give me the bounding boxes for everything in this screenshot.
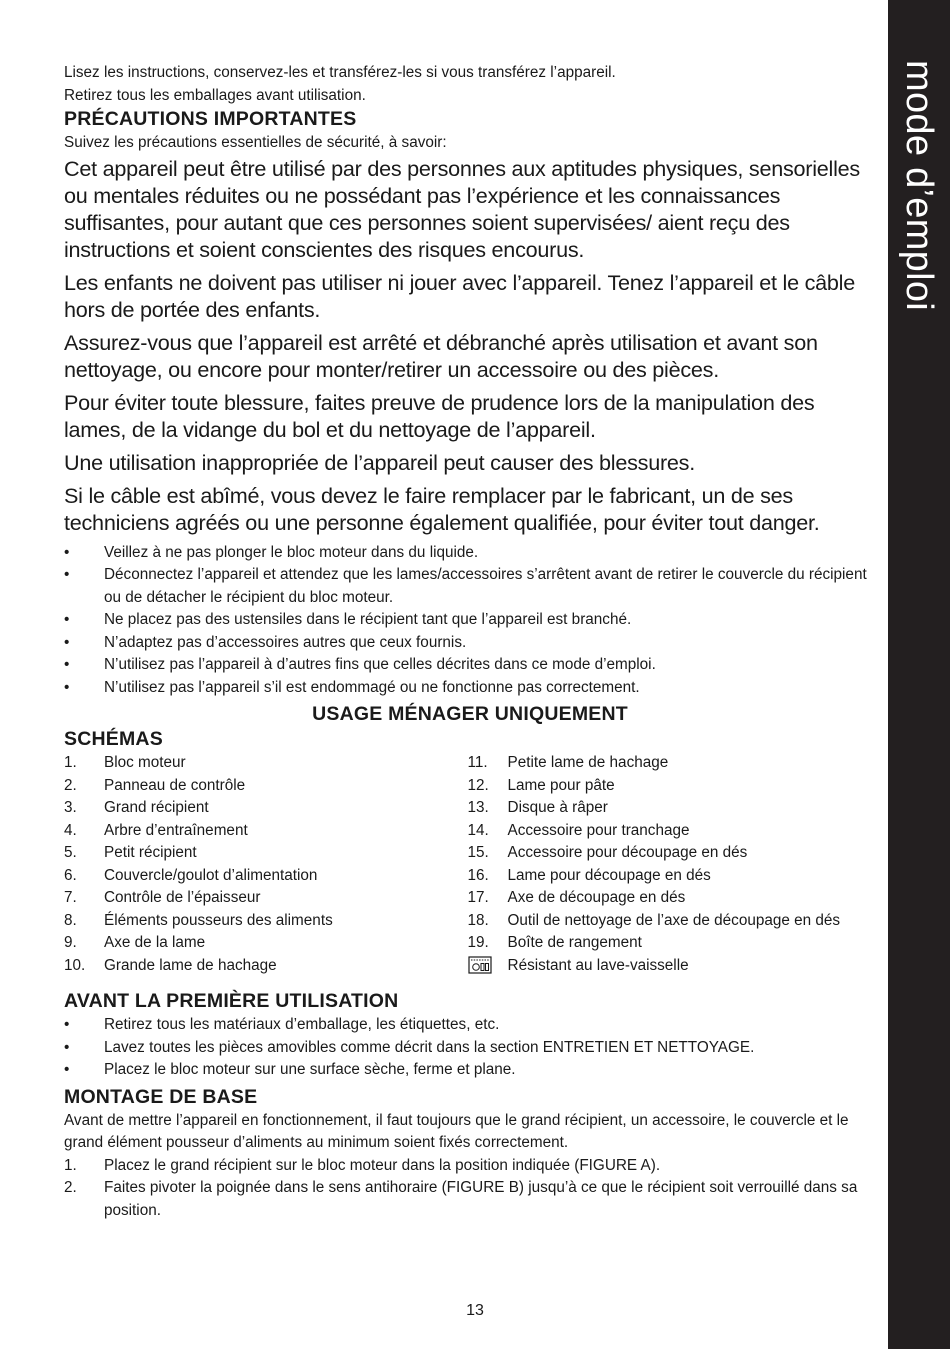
part-number: 12. xyxy=(467,776,489,794)
part-label: Contrôle de l’épaisseur xyxy=(104,889,261,906)
part-item xyxy=(64,842,468,865)
part-number: 18. xyxy=(467,911,489,929)
parts-list-left xyxy=(64,752,468,977)
part-label: Grande lame de hachage xyxy=(104,956,277,974)
dishwasher-safe-item xyxy=(468,955,876,978)
part-item xyxy=(64,910,468,933)
bullet-marker: • xyxy=(64,633,70,651)
part-number: 2. xyxy=(64,776,77,794)
bullet-marker: • xyxy=(64,611,70,628)
safety-paragraph: Pour éviter toute blessure, faites preuve de prudence lors de la manipulation des lames, de la vidange du bol et du nettoyage de l’appareil. xyxy=(64,389,815,442)
part-label: Petite lame de hachage xyxy=(507,754,669,771)
part-item xyxy=(468,797,876,820)
list-item-text: Lavez toutes les pièces amovibles comme décrit dans la section ENTRETIEN ET NETTOYAGE. xyxy=(104,1038,755,1056)
part-item xyxy=(64,887,468,910)
list-item xyxy=(64,1014,876,1037)
part-number: 3. xyxy=(64,799,77,816)
part-label: Accessoire pour tranchage xyxy=(507,821,690,839)
part-label: Bloc moteur xyxy=(104,754,186,771)
part-number: 8. xyxy=(64,911,77,929)
schemas-heading: SCHÉMAS xyxy=(64,728,163,750)
list-item xyxy=(64,654,876,677)
step-number: 1. xyxy=(64,1156,77,1174)
part-item xyxy=(468,932,876,955)
part-number: 1. xyxy=(64,754,77,771)
part-label: Axe de découpage en dés xyxy=(507,889,686,906)
safety-paragraph: Cet appareil peut être utilisé par des personnes aux aptitudes physiques, sensorielles ou mentales réduites ou ne possédant pas l’expérience et les connaissances suffisantes, pour autant que ces personnes soient supervisées/ aient reçu des instructions et soient conscientes des risques encourus. xyxy=(64,155,860,262)
part-label: Accessoire pour découpage en dés xyxy=(507,844,748,861)
page-number: 13 xyxy=(466,1302,484,1319)
part-item xyxy=(64,820,468,843)
part-number: 15. xyxy=(467,844,489,861)
intro-line-1: Lisez les instructions, conservez-les et transférez-les si vous transférez l’appareil. xyxy=(64,64,616,81)
part-item xyxy=(468,865,876,888)
part-item xyxy=(64,797,468,820)
part-label: Couvercle/goulot d’alimentation xyxy=(104,866,318,884)
safety-paragraph: Une utilisation inappropriée de l’appareil peut causer des blessures. xyxy=(64,449,695,475)
step-text: Placez le grand récipient sur le bloc moteur dans la position indiquée (FIGURE A). xyxy=(104,1156,661,1174)
side-tab xyxy=(888,0,950,1349)
part-label: Petit récipient xyxy=(104,844,197,861)
part-item xyxy=(64,775,468,798)
step-number: 2. xyxy=(64,1179,77,1196)
bullet-marker: • xyxy=(64,543,70,561)
assembly-intro: Avant de mettre l’appareil en fonctionnement, il faut toujours que le grand récipient, un accessoire, le couvercle et le grand élément pousseur d’aliments au minimum soient fixés correctement. xyxy=(64,1111,849,1151)
part-number: 16. xyxy=(467,866,489,884)
list-item xyxy=(64,564,876,609)
part-number: 13. xyxy=(467,799,489,816)
part-item xyxy=(64,932,468,955)
part-item xyxy=(64,752,468,775)
step-text: Faites pivoter la poignée dans le sens antihoraire (FIGURE B) jusqu’à ce que le récipient soit verrouillé dans sa position. xyxy=(104,1179,858,1219)
part-label: Boîte de rangement xyxy=(507,934,642,951)
before-first-use-heading: AVANT LA PREMIÈRE UTILISATION xyxy=(64,990,399,1012)
part-item xyxy=(64,955,468,978)
list-item-text: Retirez tous les matériaux d’emballage, les étiquettes, etc. xyxy=(104,1016,500,1033)
list-item xyxy=(64,677,876,700)
part-item xyxy=(468,775,876,798)
part-item xyxy=(64,865,468,888)
intro-line-2: Retirez tous les emballages avant utilisation. xyxy=(64,86,366,104)
part-label: Lame pour pâte xyxy=(507,776,615,794)
precautions-bullet-list xyxy=(64,542,876,700)
bullet-marker: • xyxy=(64,656,70,673)
part-label: Axe de la lame xyxy=(104,934,206,951)
precautions-subheading: Suivez les précautions essentielles de sécurité, à savoir: xyxy=(64,134,447,151)
parts-list xyxy=(64,752,876,977)
bullet-marker: • xyxy=(64,1061,70,1078)
list-item-text: Ne placez pas des ustensiles dans le récipient tant que l’appareil est branché. xyxy=(104,611,632,628)
assembly-heading: MONTAGE DE BASE xyxy=(64,1085,258,1108)
part-item xyxy=(468,752,876,775)
part-number: 11. xyxy=(467,754,488,771)
bullet-marker: • xyxy=(64,566,70,583)
part-label: Arbre d’entraînement xyxy=(104,821,248,839)
part-number: 9. xyxy=(64,934,77,951)
part-item xyxy=(468,842,876,865)
list-item-text: N’utilisez pas l’appareil s’il est endommagé ou ne fonctionne pas correctement. xyxy=(104,678,640,696)
bullet-marker: • xyxy=(64,1038,70,1056)
bullet-marker: • xyxy=(64,678,70,696)
list-item xyxy=(64,609,876,632)
safety-paragraph: Si le câble est abîmé, vous devez le faire remplacer par le fabricant, un de ses techniciens agréés ou une personne également qualifiée, pour éviter tout danger. xyxy=(64,482,820,535)
part-number: 19. xyxy=(467,934,489,951)
part-number: 17. xyxy=(467,889,489,906)
part-label: Éléments pousseurs des aliments xyxy=(104,911,333,929)
part-item xyxy=(468,887,876,910)
part-label: Disque à râper xyxy=(507,799,608,816)
household-use-heading: USAGE MÉNAGER UNIQUEMENT xyxy=(312,703,628,725)
part-label: Grand récipient xyxy=(104,799,209,816)
part-label: Lame pour découpage en dés xyxy=(507,866,711,884)
safety-paragraph: Assurez-vous que l’appareil est arrêté et débranché après utilisation et avant son nettoyage, ou encore pour monter/retirer un accessoire ou des pièces. xyxy=(64,329,818,382)
list-item-text: N’utilisez pas l’appareil à d’autres fins que celles décrites dans ce mode d’emploi. xyxy=(104,656,656,673)
part-number: 5. xyxy=(64,844,77,861)
part-number: 10. xyxy=(64,956,86,974)
bullet-marker: • xyxy=(64,1016,70,1033)
list-item xyxy=(64,1059,876,1082)
list-item xyxy=(64,1037,876,1060)
part-label: Outil de nettoyage de l’axe de découpage en dés xyxy=(507,911,841,929)
list-item-text: N’adaptez pas d’accessoires autres que ceux fournis. xyxy=(104,633,467,651)
part-number: 14. xyxy=(467,821,489,839)
list-item xyxy=(64,1177,876,1222)
part-number: 7. xyxy=(64,889,77,906)
dishwasher-icon xyxy=(468,955,508,978)
precautions-heading: PRÉCAUTIONS IMPORTANTES xyxy=(64,108,357,130)
dishwasher-safe-label: Résistant au lave-vaisselle xyxy=(507,956,689,974)
part-item xyxy=(468,820,876,843)
list-item-text: Déconnectez l’appareil et attendez que les lames/accessoires s’arrêtent avant de retirer le couvercle du récipient ou de détacher le récipient du bloc moteur. xyxy=(104,566,867,606)
list-item xyxy=(64,632,876,655)
side-tab-title: mode d’emploi xyxy=(898,60,940,312)
list-item-text: Veillez à ne pas plonger le bloc moteur dans du liquide. xyxy=(104,543,479,561)
before-first-use-list xyxy=(64,1014,876,1082)
part-label: Panneau de contrôle xyxy=(104,776,246,794)
page-content xyxy=(64,62,876,1222)
part-number: 4. xyxy=(64,821,77,839)
assembly-steps xyxy=(64,1155,876,1223)
parts-list-right xyxy=(468,752,876,977)
part-number: 6. xyxy=(64,866,77,884)
list-item-text: Placez le bloc moteur sur une surface sèche, ferme et plane. xyxy=(104,1061,516,1078)
part-item xyxy=(468,910,876,933)
safety-paragraph: Les enfants ne doivent pas utiliser ni jouer avec l’appareil. Tenez l’appareil et le câble hors de portée des enfants. xyxy=(64,269,855,322)
list-item xyxy=(64,542,876,565)
list-item xyxy=(64,1155,876,1178)
